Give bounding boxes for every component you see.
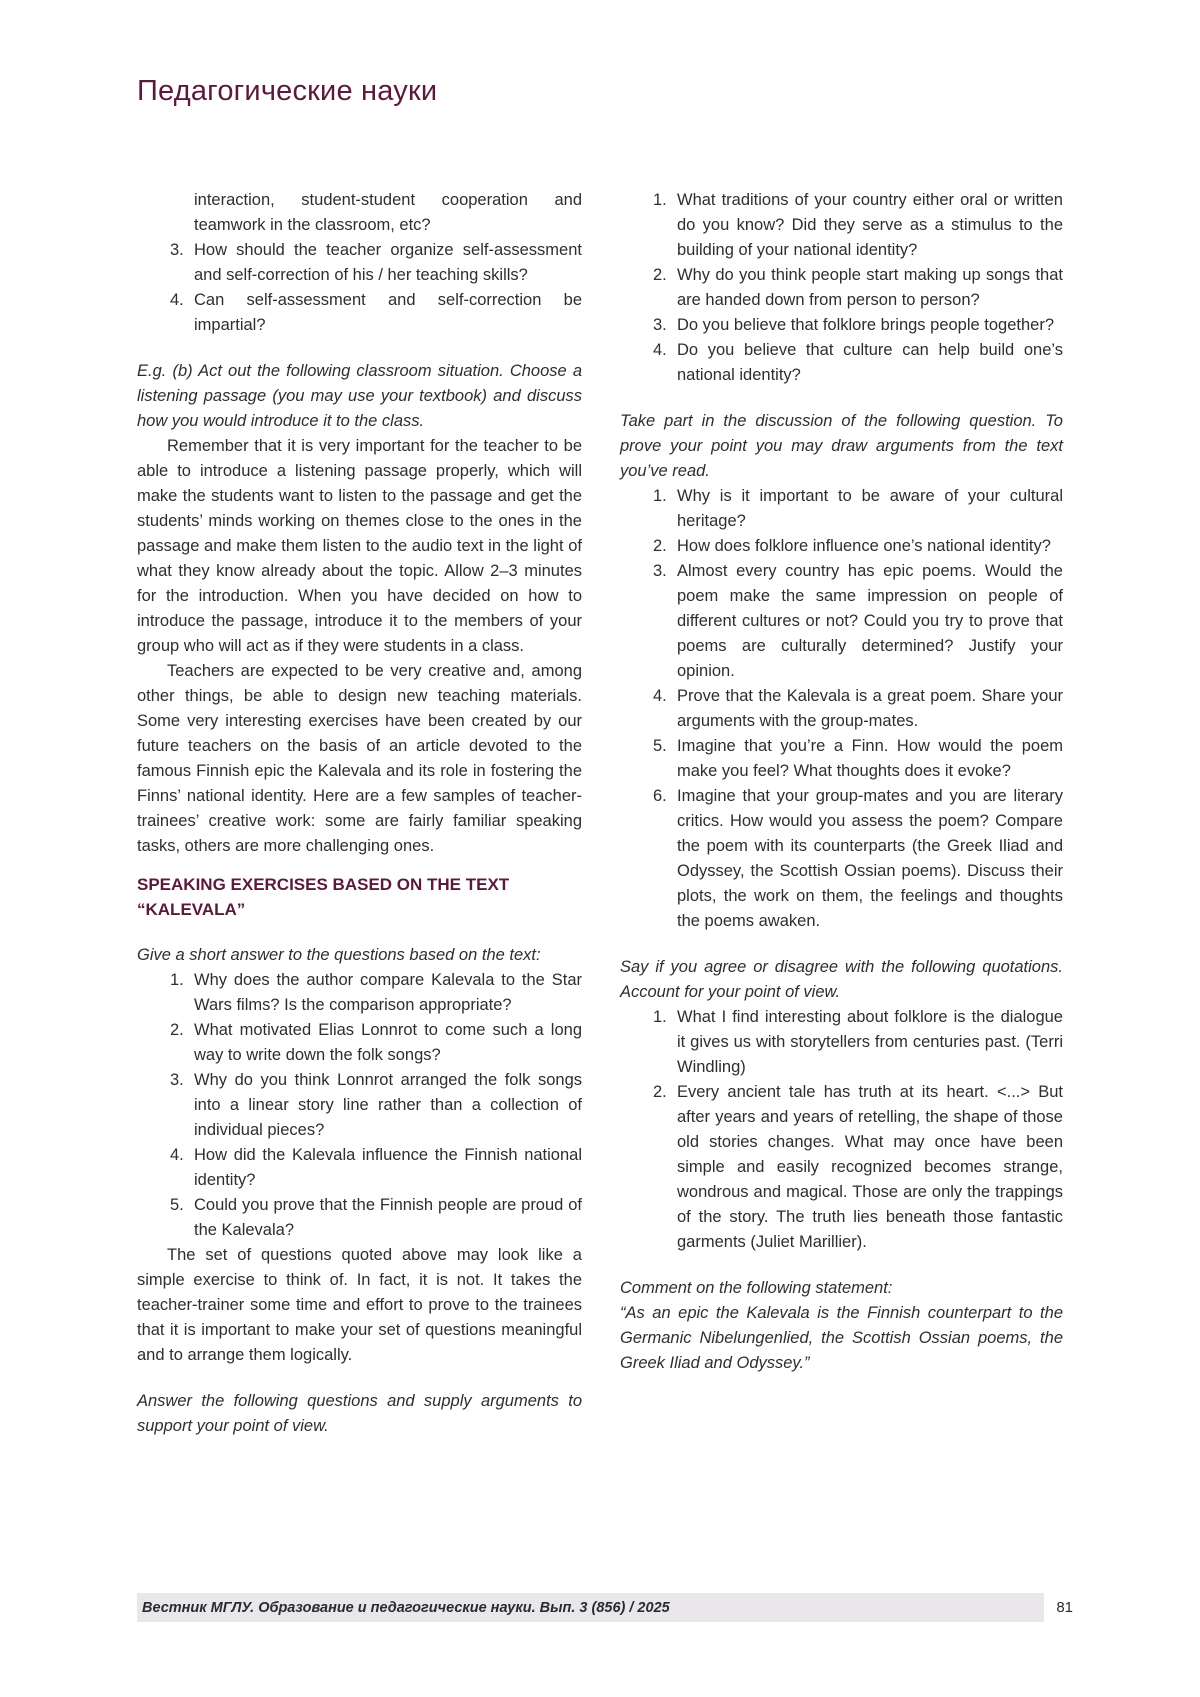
list-item — [620, 263, 1063, 313]
list-item — [620, 684, 1063, 734]
list-item-number: 2. — [653, 1083, 667, 1101]
list-item-number: 6. — [653, 787, 667, 805]
list-item-number: 1. — [170, 971, 184, 989]
list-item-text: Why does the author compare Kalevala to the Star Wars films? Is the comparison appropriate? — [194, 971, 582, 1014]
list-item-number: 2. — [653, 537, 667, 555]
list-item — [137, 968, 582, 1018]
footer-gap — [1044, 1593, 1056, 1622]
list-item-text: Prove that the Kalevala is a great poem. Share your arguments with the group-mates. — [677, 687, 1063, 730]
list-item — [620, 313, 1063, 338]
list-item-number: 3. — [653, 316, 667, 334]
list-item-number: 3. — [170, 1071, 184, 1089]
list-item-text: Do you believe that folklore brings people together? — [677, 316, 1054, 334]
list-item-text: Almost every country has epic poems. Would the poem make the same impression on people of different cultures or not? Could you try to prove that poems are culturally determined? Justify your opinion. — [677, 562, 1063, 680]
list-item — [620, 559, 1063, 684]
list-item — [137, 1143, 582, 1193]
quoted-statement: “As an epic the Kalevala is the Finnish counterpart to the Germanic Nibelungenlied, the Scottish Ossian poems, the Greek Iliad and Odyssey.” — [620, 1304, 1063, 1372]
list-item-text: Imagine that you’re a Finn. How would the poem make you feel? What thoughts does it evoke? — [677, 737, 1063, 780]
body-paragraph: Teachers are expected to be very creative and, among other things, be able to design new teaching materials. Some very interesting exercises have been created by our future teachers on the basis of an article devoted to the famous Finnish epic the Kalevala and its role in fostering the Finns’ national identity. Here are a few samples of teacher-trainees’ creative work: some are fairly familiar speaking tasks, others are more challenging ones. — [137, 662, 582, 855]
list-item-number: 5. — [170, 1196, 184, 1214]
list-item-number: 2. — [653, 266, 667, 284]
list-item-text: Why do you think Lonnrot arranged the folk songs into a linear story line rather than a collection of individual pieces? — [194, 1071, 582, 1139]
list-item-text: What traditions of your country either oral or written do you know? Did they serve as a stimulus to the building of your national identity? — [677, 191, 1063, 259]
list-item-text: Can self-assessment and self-correction be impartial? — [194, 291, 582, 334]
list-item — [137, 1068, 582, 1143]
task-instruction: Take part in the discussion of the following question. To prove your point you may draw arguments from the text you’ve read. — [620, 412, 1063, 480]
page-footer — [137, 1593, 1073, 1622]
list-item-number: 4. — [653, 687, 667, 705]
list-item — [620, 1005, 1063, 1080]
list-item-number: 2. — [170, 1021, 184, 1039]
list-item-number: 4. — [170, 291, 184, 309]
list-item-number: 1. — [653, 191, 667, 209]
text-column-left — [137, 188, 582, 1439]
list-item-text: Imagine that your group-mates and you are literary critics. How would you assess the poem? Compare the poem with its counterparts (the Greek Iliad and Odyssey, the Scottish Ossian poems). Discuss their plots, the work on them, the feelings and thoughts the poems awaken. — [677, 787, 1063, 930]
list-item-text: What motivated Elias Lonnrot to come such a long way to write down the folk songs? — [194, 1021, 582, 1064]
list-item-number: 3. — [653, 562, 667, 580]
list-item — [620, 1080, 1063, 1255]
list-item-continuation — [137, 188, 582, 238]
list-item — [620, 534, 1063, 559]
body-paragraph: The set of questions quoted above may look like a simple exercise to think of. In fact, it is not. It takes the teacher-trainer some time and effort to prove to the trainees that it is important to make your set of questions meaningful and to arrange them logically. — [137, 1246, 582, 1364]
list-item-number: 4. — [653, 341, 667, 359]
list-item — [620, 338, 1063, 388]
task-instruction: Give a short answer to the questions based on the text: — [137, 946, 541, 964]
text-column-right — [620, 188, 1063, 1376]
list-item-text: How should the teacher organize self-assessment and self-correction of his / her teaching skills? — [194, 241, 582, 284]
task-instruction: Comment on the following statement: — [620, 1279, 893, 1297]
list-item — [137, 1193, 582, 1243]
list-item-number: 1. — [653, 1008, 667, 1026]
page-number: 81 — [1056, 1599, 1073, 1616]
task-instruction: Answer the following questions and supply arguments to support your point of view. — [137, 1392, 582, 1435]
list-item-text: interaction, student-student cooperation and teamwork in the classroom, etc? — [194, 191, 582, 234]
list-item-number: 1. — [653, 487, 667, 505]
list-item — [137, 238, 582, 288]
list-item — [620, 484, 1063, 534]
footer-bar — [137, 1593, 1044, 1622]
list-item-text: What I find interesting about folklore is the dialogue it gives us with storytellers from centuries past. (Terri Windling) — [677, 1008, 1063, 1076]
section-heading: SPEAKING EXERCISES BASED ON THE TEXT “KALEVALA” — [137, 875, 510, 919]
task-instruction: Say if you agree or disagree with the following quotations. Account for your point of view. — [620, 958, 1063, 1001]
task-instruction: E.g. (b) Act out the following classroom situation. Choose a listening passage (you may use your textbook) and discuss how you would introduce it to the class. — [137, 362, 582, 430]
list-item — [620, 734, 1063, 784]
list-item-text: How did the Kalevala influence the Finnish national identity? — [194, 1146, 582, 1189]
list-item — [137, 288, 582, 338]
list-item-text: How does folklore influence one’s national identity? — [677, 537, 1051, 555]
list-item-text: Every ancient tale has truth at its heart. <...> But after years and years of retelling, the shape of those old stories changes. What may once have been simple and easily recognized becomes strange, wondrous and magical. Those are only the trappings of the story. The truth lies beneath those fantastic garments (Juliet Marillier). — [677, 1083, 1063, 1251]
list-item — [137, 1018, 582, 1068]
list-item-text: Do you believe that culture can help build one’s national identity? — [677, 341, 1063, 384]
list-item-number: 4. — [170, 1146, 184, 1164]
section-title: Педагогические науки — [137, 75, 438, 107]
list-item-text: Could you prove that the Finnish people are proud of the Kalevala? — [194, 1196, 582, 1239]
list-item-text: Why do you think people start making up songs that are handed down from person to person? — [677, 266, 1063, 309]
list-item-number: 5. — [653, 737, 667, 755]
list-item-text: Why is it important to be aware of your cultural heritage? — [677, 487, 1063, 530]
list-item — [620, 784, 1063, 934]
list-item — [620, 188, 1063, 263]
journal-reference: Вестник МГЛУ. Образование и педагогические науки. Вып. 3 (856) / 2025 — [142, 1599, 670, 1616]
list-item-number: 3. — [170, 241, 184, 259]
body-paragraph: Remember that it is very important for the teacher to be able to introduce a listening passage properly, which will make the students want to listen to the passage and get the students’ minds working on themes close to the ones in the passage and make them listen to the audio text in the light of what they know already about the topic. Allow 2–3 minutes for the introduction. When you have decided on how to introduce the passage, introduce it to the members of your group who will act as if they were students in a class. — [137, 437, 582, 655]
